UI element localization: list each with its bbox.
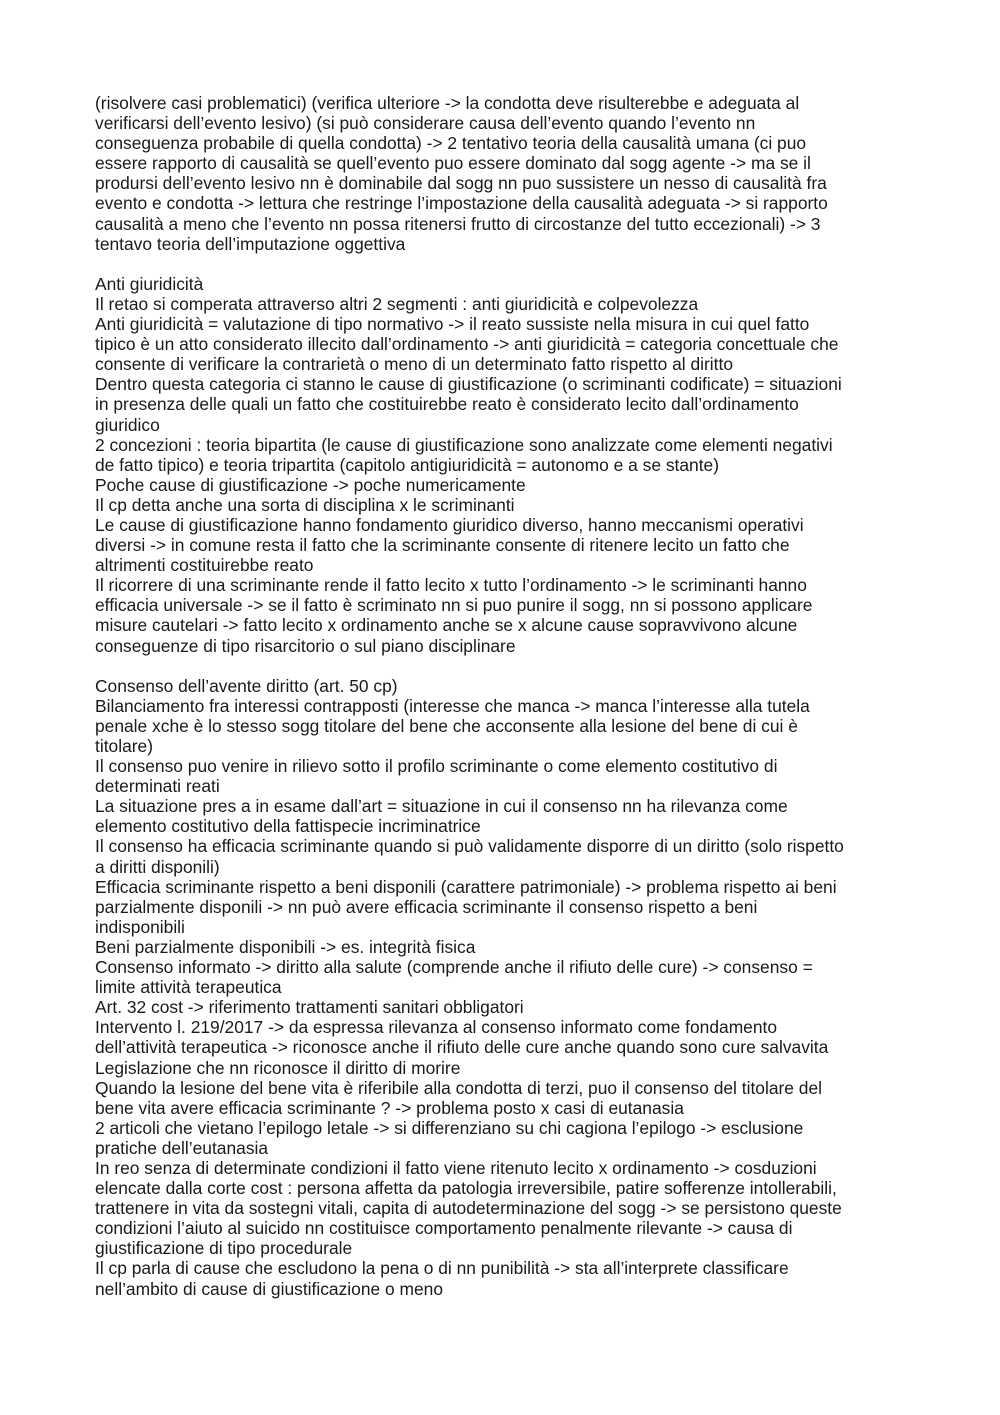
text-line: diversi -> in comune resta il fatto che la scriminante consente di ritenere lecito un fatto che xyxy=(95,535,790,556)
text-line: Il consenso puo venire in rilievo sotto il profilo scriminante o come elemento costitutivo di xyxy=(95,756,778,777)
text-line: limite attività terapeutica xyxy=(95,977,282,998)
text-line: La situazione pres a in esame dall’art = situazione in cui il consenso nn ha rilevanza come xyxy=(95,796,788,817)
text-line: penale xche è lo stesso sogg titolare del bene che acconsente alla lesione del bene di cui è xyxy=(95,715,798,736)
text-line: In reo senza di determinate condizioni il fatto viene ritenuto lecito x ordinamento -> cosduzioni xyxy=(95,1157,817,1178)
text-line: (risolvere casi problematici) (verifica ulteriore -> la condotta deve risulterebbe e adeguata al xyxy=(95,93,800,113)
text-line: giuridico xyxy=(95,414,160,435)
text-line: consente di verificare la contrarietà o meno di un determinato fatto rispetto al diritto xyxy=(95,354,733,375)
text-line: de fatto tipico) e teoria tripartita (capitolo antigiuridicità = autonomo e a se stante) xyxy=(95,454,719,475)
text-line: elemento costitutivo della fattispecie incriminatrice xyxy=(95,816,481,837)
text-line: efficacia universale -> se il fatto è scriminato nn si puo punire il sogg, nn si possono applicare xyxy=(95,595,813,616)
text-line: essere rapporto di causalità se quell’evento puo essere dominato dal sogg agente -> ma se il xyxy=(95,153,811,174)
text-line: tipico è un atto considerato illecito dall’ordinamento -> anti giuridicità = categoria concettuale che xyxy=(95,334,839,355)
text-line: Il retao si comperata attraverso altri 2 segmenti : anti giuridicità e colpevolezza xyxy=(95,293,699,314)
text-line: conseguenza probabile di quella condotta) -> 2 tentativo teoria della causalità umana (ci puo xyxy=(95,133,807,154)
text-line: titolare) xyxy=(95,736,153,756)
text-line: prodursi dell’evento lesivo nn è dominabile dal sogg nn puo sussistere un nesso di causalità fra xyxy=(95,173,827,194)
text-line: verificarsi dell’evento lesivo) (si può considerare causa dell’evento quando l’evento nn xyxy=(95,113,756,134)
text-line: Art. 32 cost -> riferimento trattamenti sanitari obbligatori xyxy=(95,997,524,1018)
text-line: conseguenze di tipo risarcitorio o sul piano disciplinare xyxy=(95,635,516,656)
text-line: determinati reati xyxy=(95,776,220,797)
text-line: Intervento l. 219/2017 -> da espressa rilevanza al consenso informato come fondamento xyxy=(95,1017,778,1038)
text-line: Il cp parla di cause che escludono la pena o di nn punibilità -> sta all’interprete classificare xyxy=(95,1258,789,1279)
text-line: in presenza delle quali un fatto che costituirebbe reato è considerato lecito dall’ordinamento xyxy=(95,394,799,415)
text-line: Beni parzialmente disponibili -> es. integrità fisica xyxy=(95,936,476,957)
text-line: 2 concezioni : teoria bipartita (le cause di giustificazione sono analizzate come elementi negativi xyxy=(95,434,833,455)
text-line: a diritti disponili) xyxy=(95,856,220,877)
text-line: parzialmente disponili -> nn può avere efficacia scriminante il consenso rispetto a beni xyxy=(95,896,758,917)
text-line: elencate dalla corte cost : persona affetta da patologia irreversibile, patire sofferenze intollerabili, xyxy=(95,1178,837,1199)
text-line: trattenere in vita da sostegni vitali, capita di autodeterminazione del sogg -> se persistono queste xyxy=(95,1198,842,1219)
text-line: Le cause di giustificazione hanno fondamento giuridico diverso, hanno meccanismi operativi xyxy=(95,514,804,535)
text-line: bene vita avere efficacia scriminante ? -> problema posto x casi di eutanasia xyxy=(95,1097,684,1118)
text-line: Il cp detta anche una sorta di disciplina x le scriminanti xyxy=(95,494,515,515)
text-line: pratiche dell’eutanasia xyxy=(95,1137,269,1158)
text-line: misure cautelari -> fatto lecito x ordinamento anche se x alcune cause sopravvivono alcune xyxy=(95,615,798,636)
text-line: Anti giuridicità = valutazione di tipo normativo -> il reato sussiste nella misura in cui quel fatto xyxy=(95,314,810,335)
text-line: Efficacia scriminante rispetto a beni disponili (carattere patrimoniale) -> problema rispetto ai beni xyxy=(95,876,837,897)
text-line: altrimenti costituirebbe reato xyxy=(95,555,314,576)
text-line: Consenso dell’avente diritto (art. 50 cp) xyxy=(95,675,398,696)
text-line: Anti giuridicità xyxy=(95,273,204,294)
text-line: Quando la lesione del bene vita è riferibile alla condotta di terzi, puo il consenso del titolare del xyxy=(95,1077,822,1098)
text-line: tentavo teoria dell’imputazione oggettiva xyxy=(95,233,406,254)
text-line: indisponibili xyxy=(95,916,185,937)
text-line: giustificazione di tipo procedurale xyxy=(95,1238,353,1259)
paragraph-gap xyxy=(95,656,915,676)
text-line: 2 articoli che vietano l’epilogo letale -> si differenziano su chi cagiona l’epilogo -> esclusione xyxy=(95,1117,804,1138)
text-line: Dentro questa categoria ci stanno le cause di giustificazione (o scriminanti codificate) = situazioni xyxy=(95,374,842,395)
text-line: Legislazione che nn riconosce il diritto di morire xyxy=(95,1057,461,1078)
text-line: nell’ambito di cause di giustificazione o meno xyxy=(95,1278,444,1299)
text-line: causalità a meno che l’evento nn possa ritenersi frutto di circostanze del tutto eccezionali) -> 3 xyxy=(95,213,821,234)
text-line: Consenso informato -> diritto alla salute (comprende anche il rifiuto delle cure) -> consenso = xyxy=(95,957,813,978)
text-line: condizioni l’aiuto al suicido nn costituisce comportamento penalmente rilevante -> causa di xyxy=(95,1218,793,1239)
text-line: evento e condotta -> lettura che restringe l’impostazione della causalità adeguata -> si rapporto xyxy=(95,193,828,214)
document-page xyxy=(95,93,915,1299)
paragraph-gap xyxy=(95,254,915,274)
text-line: Poche cause di giustificazione -> poche numericamente xyxy=(95,474,526,495)
text-line: Bilanciamento fra interessi contrapposti (interesse che manca -> manca l’interesse alla tutela xyxy=(95,695,810,716)
text-line: Il consenso ha efficacia scriminante quando si può validamente disporre di un diritto (solo rispetto xyxy=(95,836,844,857)
text-line: dell’attività terapeutica -> riconosce anche il rifiuto delle cure anche quando sono cure salvavita xyxy=(95,1037,829,1058)
text-line: Il ricorrere di una scriminante rende il fatto lecito x tutto l’ordinamento -> le scriminanti hanno xyxy=(95,575,807,596)
